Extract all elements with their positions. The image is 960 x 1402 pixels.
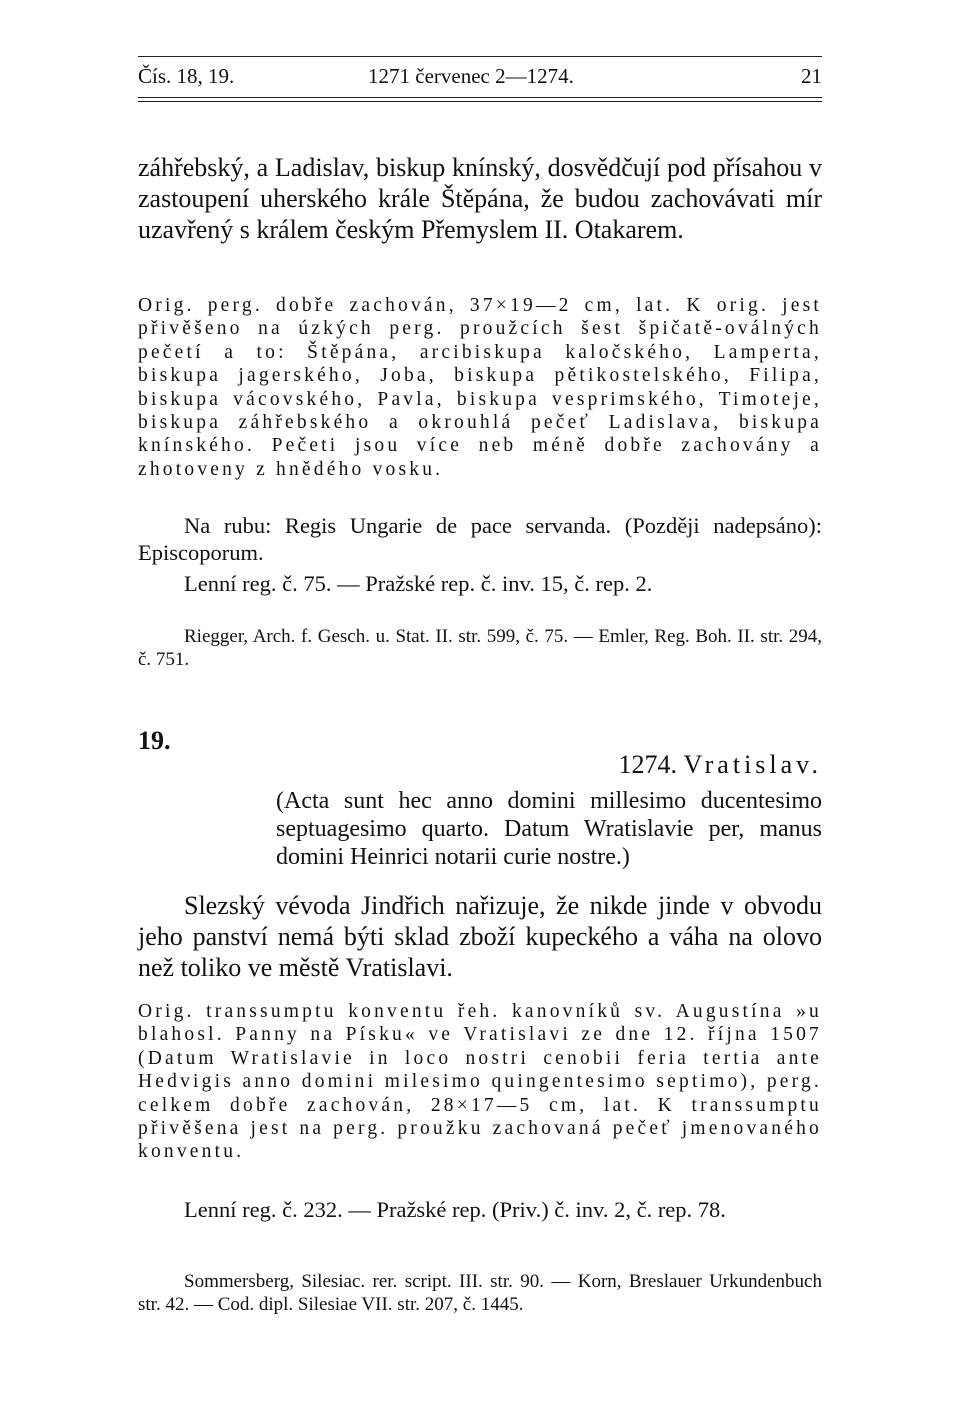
doc19-regest-block	[138, 890, 822, 983]
doc19-registry-block	[138, 1196, 822, 1223]
doc19-description-block	[138, 1000, 822, 1164]
header-top-rule	[138, 56, 822, 57]
doc19-number: 19.	[138, 726, 171, 755]
running-header	[138, 64, 822, 94]
doc18-regest-block	[138, 152, 822, 245]
doc18-regest: záhřebský, a Ladislav, biskup knínský, dosvědčují pod přísahou v zastoupení uherského krále Štěpána, že budou zachovávati mír uzavřený s králem českým Přemyslem II. Otakarem.	[138, 153, 822, 244]
doc19-latin-dating: (Acta sunt hec anno domini millesimo ducentesimo septuagesimo quarto. Datum Wratislavie per, manus domini Heinrici notarii curie nostre.)	[276, 788, 822, 870]
doc19-year: 1274.	[618, 750, 677, 779]
doc18-registry: Lenní reg. č. 75. — Pražské rep. č. inv. 15, č. rep. 2.	[184, 571, 653, 596]
doc18-description-block	[138, 294, 822, 481]
header-date-range: 1271 červenec 2—1274.	[368, 64, 574, 88]
doc18-dorsal-block	[138, 512, 822, 566]
doc18-registry-block	[138, 570, 822, 597]
doc18-literature: Riegger, Arch. f. Gesch. u. Stat. II. str. 599, č. 75. — Emler, Reg. Boh. II. str. 294, č. 751.	[138, 626, 822, 670]
doc19-literature-block	[138, 1270, 822, 1316]
doc19-dateline	[582, 750, 822, 780]
doc19-description: Orig. transsumptu konventu řeh. kanovníků sv. Augustína »u blahosl. Panny na Písku« ve Vratislavi ze dne 12. října 1507 (Datum Wratislavie in loco nostri cenobii feria tertia ante Hedvigis anno domini milesimo quingentesimo septimo), perg. celkem dobře zachován, 28×17—5 cm, lat. K transsumptu přivěšena jest na perg. proužku zachovaná pečeť jmenovaného konventu.	[138, 1001, 822, 1163]
doc19-registry: Lenní reg. č. 232. — Pražské rep. (Priv.) č. inv. 2, č. rep. 78.	[184, 1197, 726, 1222]
doc18-literature-block	[138, 625, 822, 671]
doc19-literature: Sommersberg, Silesiac. rer. script. III. str. 90. — Korn, Breslauer Urkundenbuch str. 42. — Cod. dipl. Silesiae VII. str. 207, č. 1445.	[138, 1271, 822, 1315]
doc19-place: Vratislav.	[683, 750, 822, 779]
header-section-numbers: Čís. 18, 19.	[138, 64, 235, 88]
header-bottom-rule	[138, 97, 822, 98]
doc18-dorsal-note: Na rubu: Regis Ungarie de pace servanda. (Později nadepsáno): Episcoporum.	[138, 513, 822, 565]
header-bottom-rule-2	[138, 101, 822, 102]
page-number: 21	[801, 64, 822, 88]
doc18-description: Orig. perg. dobře zachován, 37×19—2 cm, lat. K orig. jest přivěšeno na úzkých perg. proužcích šest špičatě-oválných pečetí a to: Štěpána, arcibiskupa kaločského, Lamperta, biskupa jagerského, Joba, biskupa pětikostelského, Filipa, biskupa vácovského, Pavla, biskupa vesprimského, Timoteje, biskupa záhřebského a okrouhlá pečeť Ladislava, biskupa knínského. Pečeti jsou více neb méně dobře zachovány a zhotoveny z hnědého vosku.	[138, 295, 822, 480]
doc19-regest: Slezský vévoda Jindřich nařizuje, že nikde jinde v obvodu jeho panství nemá býti sklad zboží kupeckého a váha na olovo než toliko ve městě Vratislavi.	[138, 891, 822, 982]
